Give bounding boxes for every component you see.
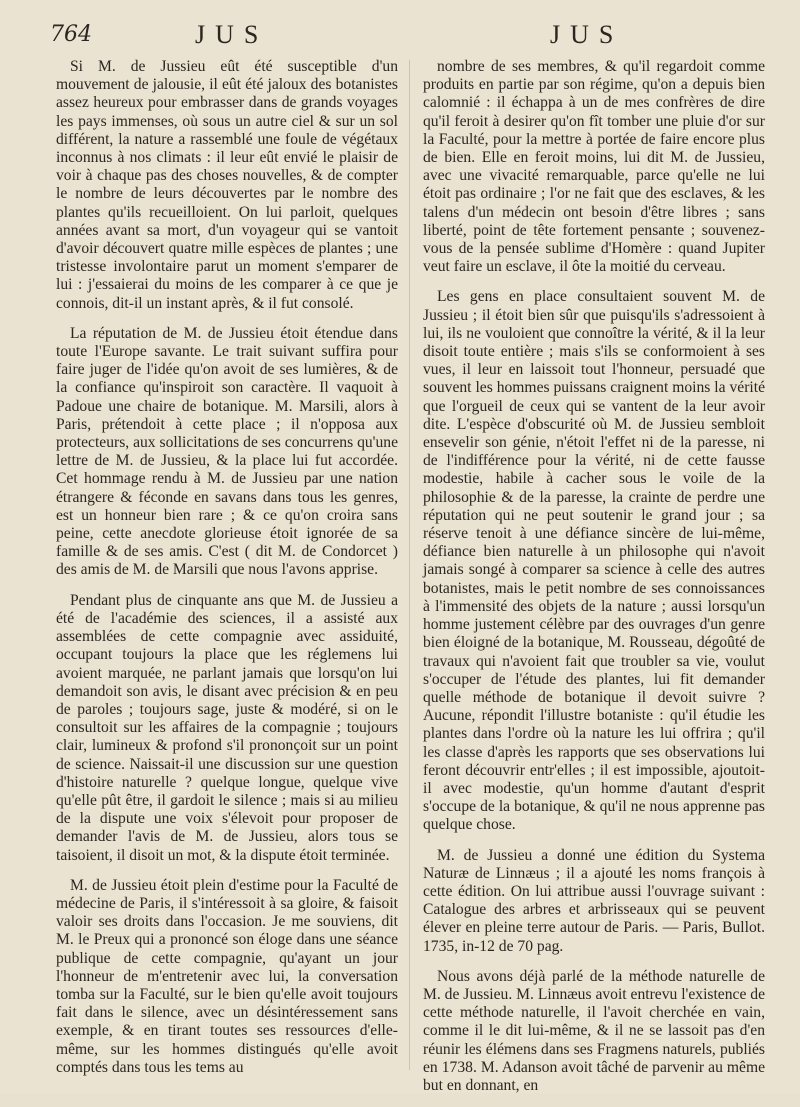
running-head-right: JUS xyxy=(550,20,624,49)
paragraph: M. de Jussieu a donné une édition du Systema Naturæ de Linnæus ; il a ajouté les noms françois à cette édition. On lui attribue aussi l'ouvrage suivant : Catalogue des arbres et arbrisseaux qui se peuvent élever en pleine terre autour de Paris. — Paris, Bullot. 1735, in-12 de 70 pag. xyxy=(423,846,765,955)
page-number: 764 xyxy=(50,22,92,47)
left-column xyxy=(56,58,398,1089)
right-column xyxy=(423,58,765,1107)
paragraph: Nous avons déjà parlé de la méthode naturelle de M. de Jussieu. M. Linnæus avoit entrevu l'existence de cette méthode naturelle, il l'avoit cherchée en vain, comme il le dit lui-même, & il ne se lassoit pas d'en réunir les élémens dans ses Fragmens naturels, publiés en 1738. M. Adanson avoit tâché de parvenir au même but en donnant, en xyxy=(423,967,765,1094)
paragraph: Si M. de Jussieu eût été susceptible d'un mouvement de jalousie, il eût été jaloux des botanistes assez heureux pour embrasser dans de grands voyages les pays immenses, où sous un autre ciel & sur un sol différent, la nature a rassemblé une foule de végétaux inconnus à nos climats : il leur eût envié le plaisir de voir à chaque pas des choses nouvelles, & de compter le nombre de leurs découvertes par le nombre des plantes qu'ils recueilloient. On lui parloit, quelques années avant sa mort, d'un voyageur qui se vantoit d'avoir découvert quatre mille espèces de plantes ; une tristesse involontaire parut un moment s'emparer de lui : j'essaierai du moins de les comparer à ce que je connois, dit-il un instant après, & il fut consolé. xyxy=(56,58,398,312)
paragraph: Les gens en place consultaient souvent M. de Jussieu ; il étoit bien sûr que puisqu'ils s'adressoient à lui, ils ne vouloient que connoître la vérité, & il la leur disoit toute entière ; mais s'ils se conformoient à ses vues, il leur en laissoit tout l'honneur, persuadé que souvent les hommes puissans craignent moins la vérité que l'orgueil de ceux qui se vantent de la leur avoir dite. L'espèce d'obscurité où M. de Jussieu sembloit ensevelir son génie, n'étoit l'effet ni de la paresse, ni de l'indifférence pour la vérité, ni de cette fausse modestie, habile à cacher sous le voile de la philosophie & de la paresse, la crainte de perdre une réputation qui ne peut soutenir le grand jour ; sa réserve tenoit à une défiance sincère de lui-même, défiance bien naturelle à un philosophe qui n'avoit jamais songé à comparer sa science à celle des autres botanistes, mais le petit nombre de ses connoissances à l'immensité des objets de la nature ; aussi lorsqu'un homme justement célèbre par des ouvrages d'un genre bien éloigné de la botanique, M. Rousseau, dégoûté de travaux qui n'avoient fait que troubler sa vie, voulut s'occuper de l'étude des plantes, lui fit demander quelle méthode de botanique il devoit suivre ? Aucune, répondit l'illustre botaniste : qu'il étudie les plantes dans l'ordre où la nature les lui offrira ; qu'il les classe d'après les rapports que ses observations lui feront découvrir entr'elles ; il est impossible, ajoutoit-il avec modestie, qu'un homme d'autant d'esprit s'occupe de la botanique, & qu'il ne nous apprenne pas quelque chose. xyxy=(423,288,765,834)
running-head-left: JUS xyxy=(195,20,269,49)
paragraph: M. de Jussieu étoit plein d'estime pour la Faculté de médecine de Paris, il s'intéressoit à sa gloire, & faisoit valoir ses droits dans l'occasion. Je me souviens, dit M. le Preux qui a prononcé son éloge dans une séance publique de cette compagnie, qu'ayant un jour l'honneur de m'entretenir avec lui, la conversation tomba sur la Faculté, sur le bien qu'elle avoit toujours fait dans le silence, avec un désintéressement sans exemple, & en tirant toutes ses ressources d'elle-même, sur les hommes distingués qu'elle avoit comptés dans tous les tems au xyxy=(56,876,398,1076)
paragraph: La réputation de M. de Jussieu étoit étendue dans toute l'Europe savante. Le trait suivant suffira pour faire juger de l'idée qu'on avoit de ses lumières, & de la confiance qu'inspiroit son caractère. Il vaquoit à Padoue une chaire de botanique. M. Marsili, alors à Paris, prétendoit à cette place ; il n'opposa aux protecteurs, aux sollicitations de ses concurrens qu'une lettre de M. de Jussieu, & la place lui fut accordée. Cet hommage rendu à M. de Jussieu par une nation étrangere & féconde en savans dans tous les genres, est un honneur bien rare ; & ce qu'on croira sans peine, cette anecdote glorieuse étoit ignorée de sa famille & de ses amis. C'est ( dit M. de Condorcet ) des amis de M. de Marsili que nous l'avons apprise. xyxy=(56,324,398,579)
paragraph: Pendant plus de cinquante ans que M. de Jussieu a été de l'académie des sciences, il a assisté aux assemblées de cette compagnie avec assiduité, occupant toujours la place que les réglemens lui avoient marquée, ne parlant jamais que lorsqu'on lui demandoit son avis, le disant avec précision & en peu de paroles ; toujours sage, juste & modéré, si on le consultoit sur les affaires de la compagnie ; toujours clair, lumineux & profond s'il prononçoit sur un point de science. Naissait-il une discussion sur une question d'histoire naturelle ? quelque longue, quelque vive qu'elle pût être, il gardoit le silence ; mais si au milieu de la dispute une voix s'élevoit pour proposer de demander l'avis de M. de Jussieu, alors tous se taisoient, il disoit un mot, & la dispute étoit terminée. xyxy=(56,591,398,864)
column-divider xyxy=(409,60,410,1070)
paragraph: nombre de ses membres, & qu'il regardoit comme produits en partie par son régime, qu'on a depuis bien calomnié : il échappa à un de mes confrères de dire qu'il feroit à desirer qu'on fît tomber une pluie d'or sur la Faculté, pour la mettre à portée de faire encore plus de bien. Elle en feroit moins, lui dit M. de Jussieu, avec une vivacité remarquable, parce qu'elle ne lui étoit pas ordinaire ; l'or ne fait que des esclaves, & les talens d'un médecin ont besoin d'être libres ; sans liberté, point de tête fortement pensante ; souvenez-vous de la pensée sublime d'Homère : quand Jupiter veut faire un esclave, il ôte la moitié du cerveau. xyxy=(423,58,765,276)
page-header xyxy=(50,20,770,54)
